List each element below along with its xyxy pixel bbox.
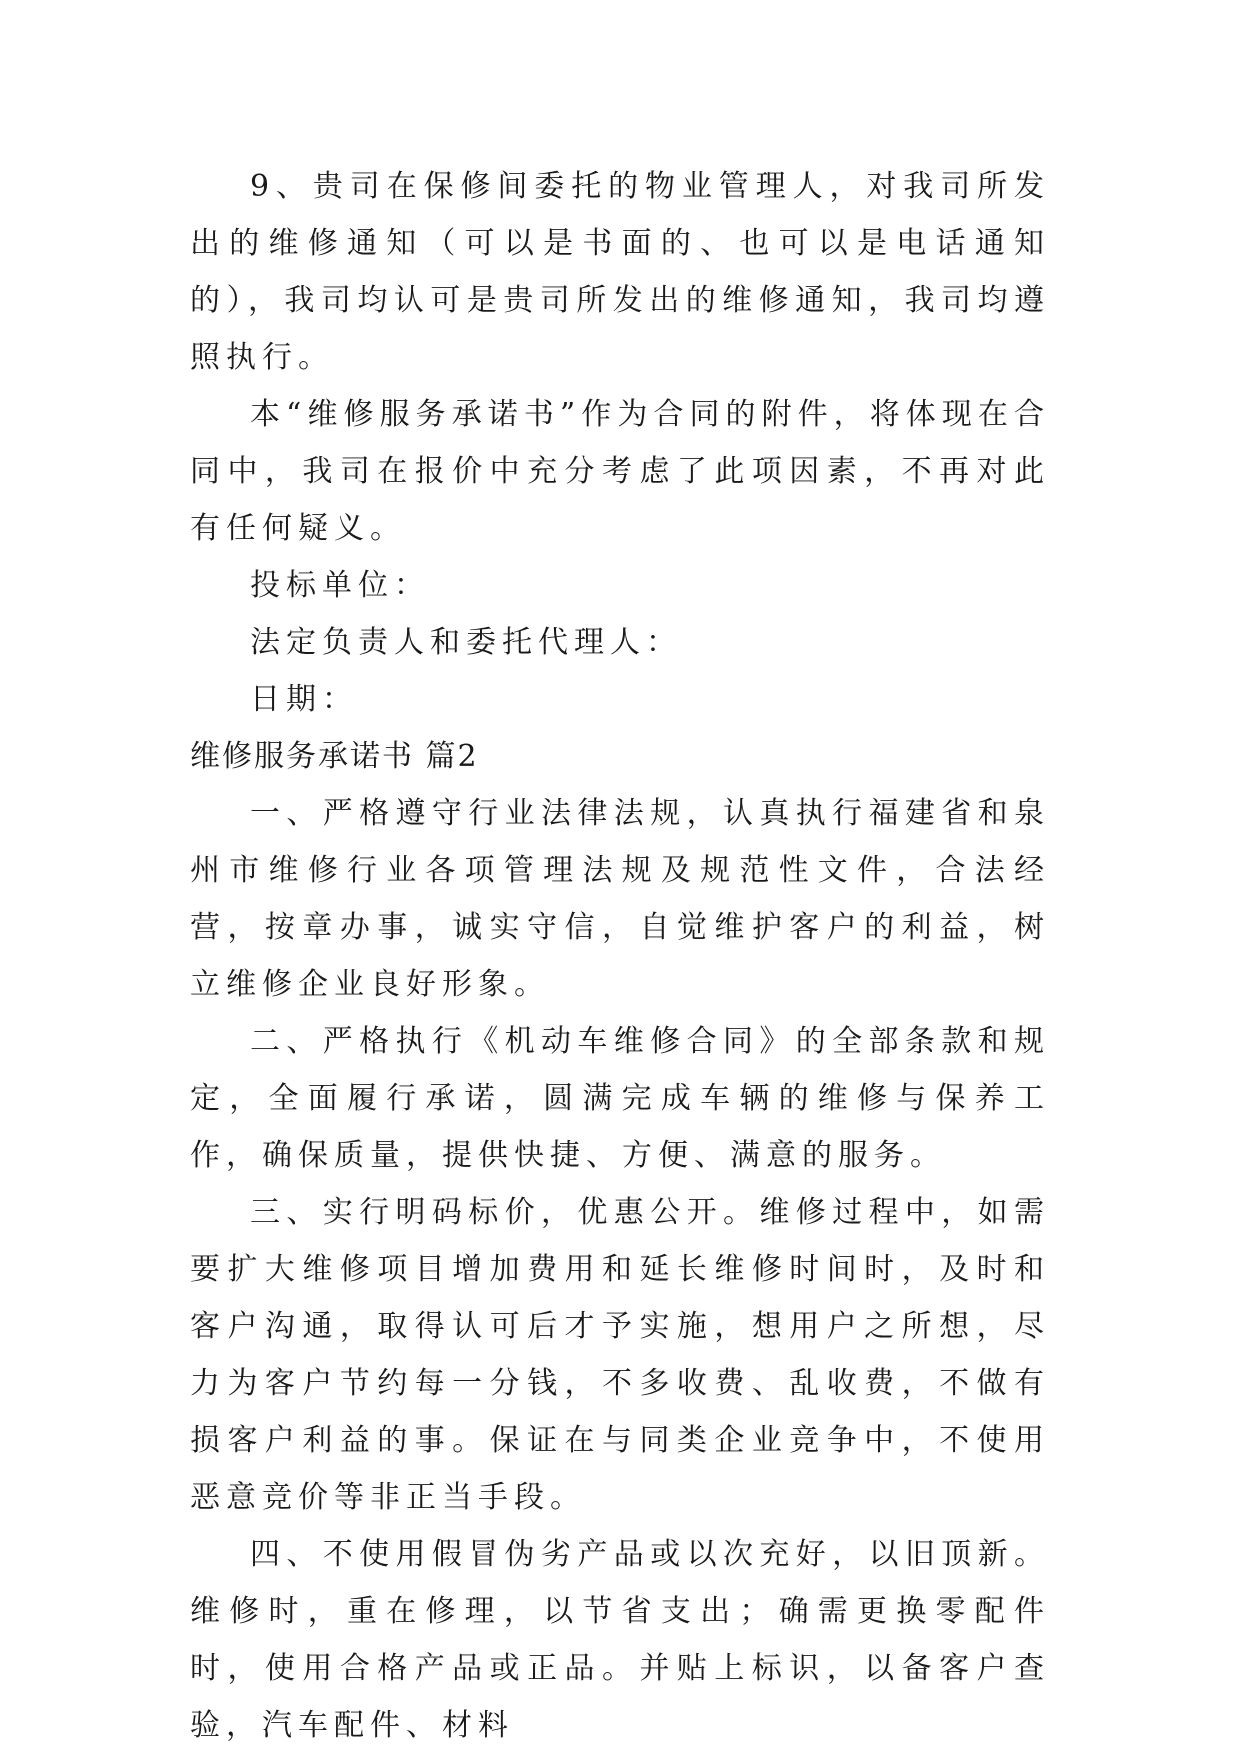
date-label: 日期： bbox=[250, 682, 358, 717]
section-heading: 维修服务承诺书 篇2 bbox=[190, 739, 479, 774]
document-body bbox=[190, 158, 1050, 1754]
paragraph-item-3: 三、实行明码标价，优惠公开。维修过程中，如需要扩大维修项目增加费用和延长维修时间时，及时和客户沟通，取得认可后才予实施，想用户之所想，尽力为客户节约每一分钱，不多收费、乱收费，不做有损客户利益的事。保证在与同类企业竞争中，不使用恶意竞价等非正当手段。 bbox=[190, 1195, 1050, 1515]
paragraph-item-2: 二、严格执行《机动车维修合同》的全部条款和规定，全面履行承诺，圆满完成车辆的维修与保养工作，确保质量，提供快捷、方便、满意的服务。 bbox=[190, 1024, 1050, 1173]
paragraph-item-4: 四、不使用假冒伪劣产品或以次充好，以旧顶新。维修时，重在修理，以节省支出；确需更换零配件时，使用合格产品或正品。并贴上标识，以备客户查验，汽车配件、材料 bbox=[190, 1537, 1050, 1743]
paragraph-attachment-note: 本“维修服务承诺书”作为合同的附件，将体现在合同中，我司在报价中充分考虑了此项因素，不再对此有任何疑义。 bbox=[190, 397, 1050, 546]
representative-label: 法定负责人和委托代理人： bbox=[250, 625, 682, 660]
paragraph-item-1: 一、严格遵守行业法律法规，认真执行福建省和泉州市维修行业各项管理法规及规范性文件，合法经营，按章办事，诚实守信，自觉维护客户的利益，树立维修企业良好形象。 bbox=[190, 796, 1050, 1002]
paragraph-item-9: 9、贵司在保修间委托的物业管理人，对我司所发出的维修通知（可以是书面的、也可以是电话通知的），我司均认可是贵司所发出的维修通知，我司均遵照执行。 bbox=[190, 169, 1050, 375]
bidder-label: 投标单位： bbox=[250, 568, 430, 603]
